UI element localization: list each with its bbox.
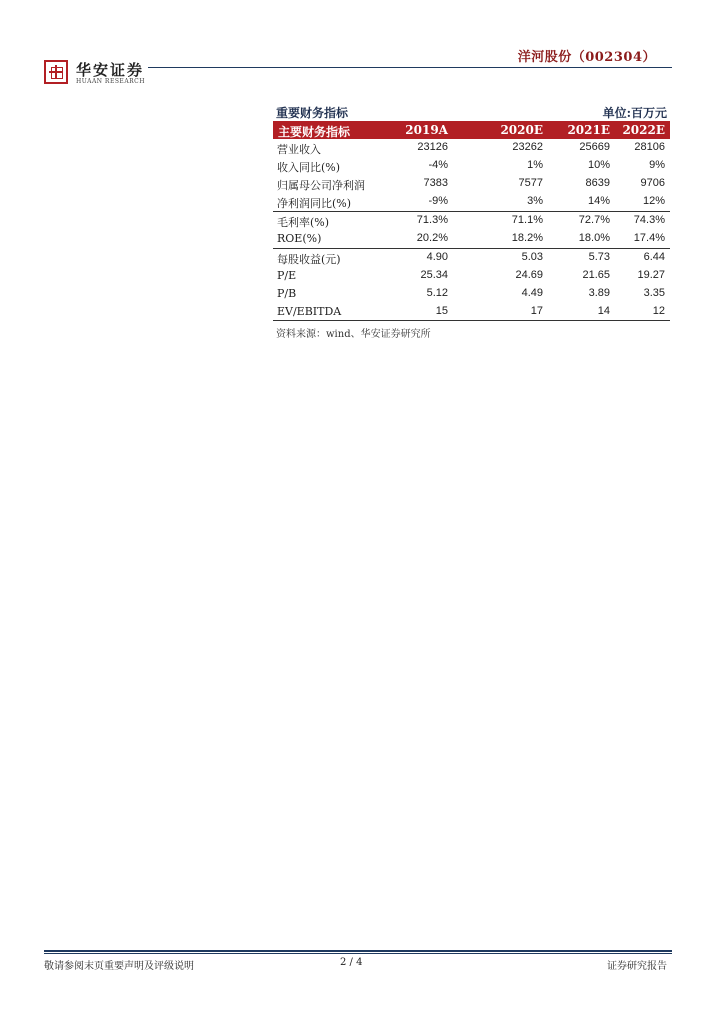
table-row xyxy=(273,303,670,321)
row-label: 收入同比(%) xyxy=(277,161,341,174)
table-cell: -9% xyxy=(428,195,448,207)
table-row xyxy=(273,139,670,157)
table-cell: 14% xyxy=(587,195,610,207)
table-cell: 8639 xyxy=(585,177,610,189)
footer-disclaimer: 敬请参阅末页重要声明及评级说明 xyxy=(44,961,194,972)
table-cell: 4.49 xyxy=(521,287,543,299)
table-cell: 1% xyxy=(527,159,543,171)
table-header xyxy=(273,121,670,139)
table-cell: 23262 xyxy=(512,141,543,153)
table-cell: 20.2% xyxy=(416,232,448,244)
company-logo xyxy=(44,58,154,88)
table-row xyxy=(273,267,670,285)
table-row xyxy=(273,248,670,267)
table-row xyxy=(273,175,670,193)
table-cell: 72.7% xyxy=(578,214,610,226)
row-label: EV/EBITDA xyxy=(277,305,342,318)
table-row xyxy=(273,211,670,230)
table-cell: 6.44 xyxy=(643,251,665,263)
table-cell: 3% xyxy=(527,195,543,207)
table-cell: 3.35 xyxy=(643,287,665,299)
table-bottom-rule xyxy=(273,320,670,321)
table-cell: 24.69 xyxy=(515,269,543,281)
table-cell: 25.34 xyxy=(420,269,448,281)
table-cell: 17.4% xyxy=(633,232,665,244)
table-cell: 4.90 xyxy=(426,251,448,263)
table-cell: 71.1% xyxy=(511,214,543,226)
logo-text-en: HUAAN RESEARCH xyxy=(76,78,145,85)
table-cell: 28106 xyxy=(634,141,665,153)
table-source-note: 资料来源：wind、华安证券研究所 xyxy=(276,329,431,340)
financial-table-body xyxy=(273,139,670,321)
table-cell: 9% xyxy=(649,159,665,171)
row-label: P/B xyxy=(277,287,297,300)
table-cell: 23126 xyxy=(417,141,448,153)
table-cell: 71.3% xyxy=(416,214,448,226)
logo-text-cn: 华安证券 xyxy=(76,61,145,79)
column-header: 2019A xyxy=(405,123,448,137)
table-cell: 5.03 xyxy=(521,251,543,263)
row-label: 营业收入 xyxy=(277,143,321,156)
table-row xyxy=(273,285,670,303)
header-divider xyxy=(148,67,672,68)
page-number: 2 / 4 xyxy=(340,957,363,968)
table-row xyxy=(273,193,670,211)
section-title: 重要财务指标 xyxy=(276,106,349,120)
table-cell: -4% xyxy=(428,159,448,171)
table-cell: 5.12 xyxy=(426,287,448,299)
column-header: 2021E xyxy=(567,123,610,137)
column-header: 主要财务指标 xyxy=(278,125,351,139)
table-cell: 14 xyxy=(597,305,610,317)
column-header: 2020E xyxy=(500,123,543,137)
table-cell: 74.3% xyxy=(633,214,665,226)
table-cell: 21.65 xyxy=(582,269,610,281)
table-cell: 7383 xyxy=(423,177,448,189)
table-cell: 18.2% xyxy=(511,232,543,244)
table-cell: 12% xyxy=(642,195,665,207)
table-cell: 7577 xyxy=(518,177,543,189)
row-label: 毛利率(%) xyxy=(277,216,330,229)
table-cell: 18.0% xyxy=(578,232,610,244)
table-cell: 10% xyxy=(587,159,610,171)
row-label: 净利润同比(%) xyxy=(277,197,352,210)
table-cell: 3.89 xyxy=(588,287,610,299)
table-cell: 5.73 xyxy=(588,251,610,263)
table-row xyxy=(273,230,670,248)
section-unit: 单位:百万元 xyxy=(602,106,667,120)
footer-report-type: 证券研究报告 xyxy=(607,961,667,972)
report-header-title: 洋河股份（002304） xyxy=(517,50,656,65)
column-header: 2022E xyxy=(622,123,665,137)
table-cell: 9706 xyxy=(640,177,665,189)
row-label: 每股收益(元) xyxy=(277,253,341,266)
row-label: 归属母公司净利润 xyxy=(277,179,365,192)
table-cell: 17 xyxy=(530,305,543,317)
table-cell: 15 xyxy=(435,305,448,317)
huaan-logo-icon xyxy=(44,60,68,84)
table-cell: 25669 xyxy=(579,141,610,153)
table-cell: 12 xyxy=(652,305,665,317)
row-label: ROE(%) xyxy=(277,232,322,245)
footer-divider xyxy=(44,950,672,952)
table-row xyxy=(273,157,670,175)
table-cell: 19.27 xyxy=(637,269,665,281)
row-label: P/E xyxy=(277,269,297,282)
footer-divider-thin xyxy=(44,953,672,954)
